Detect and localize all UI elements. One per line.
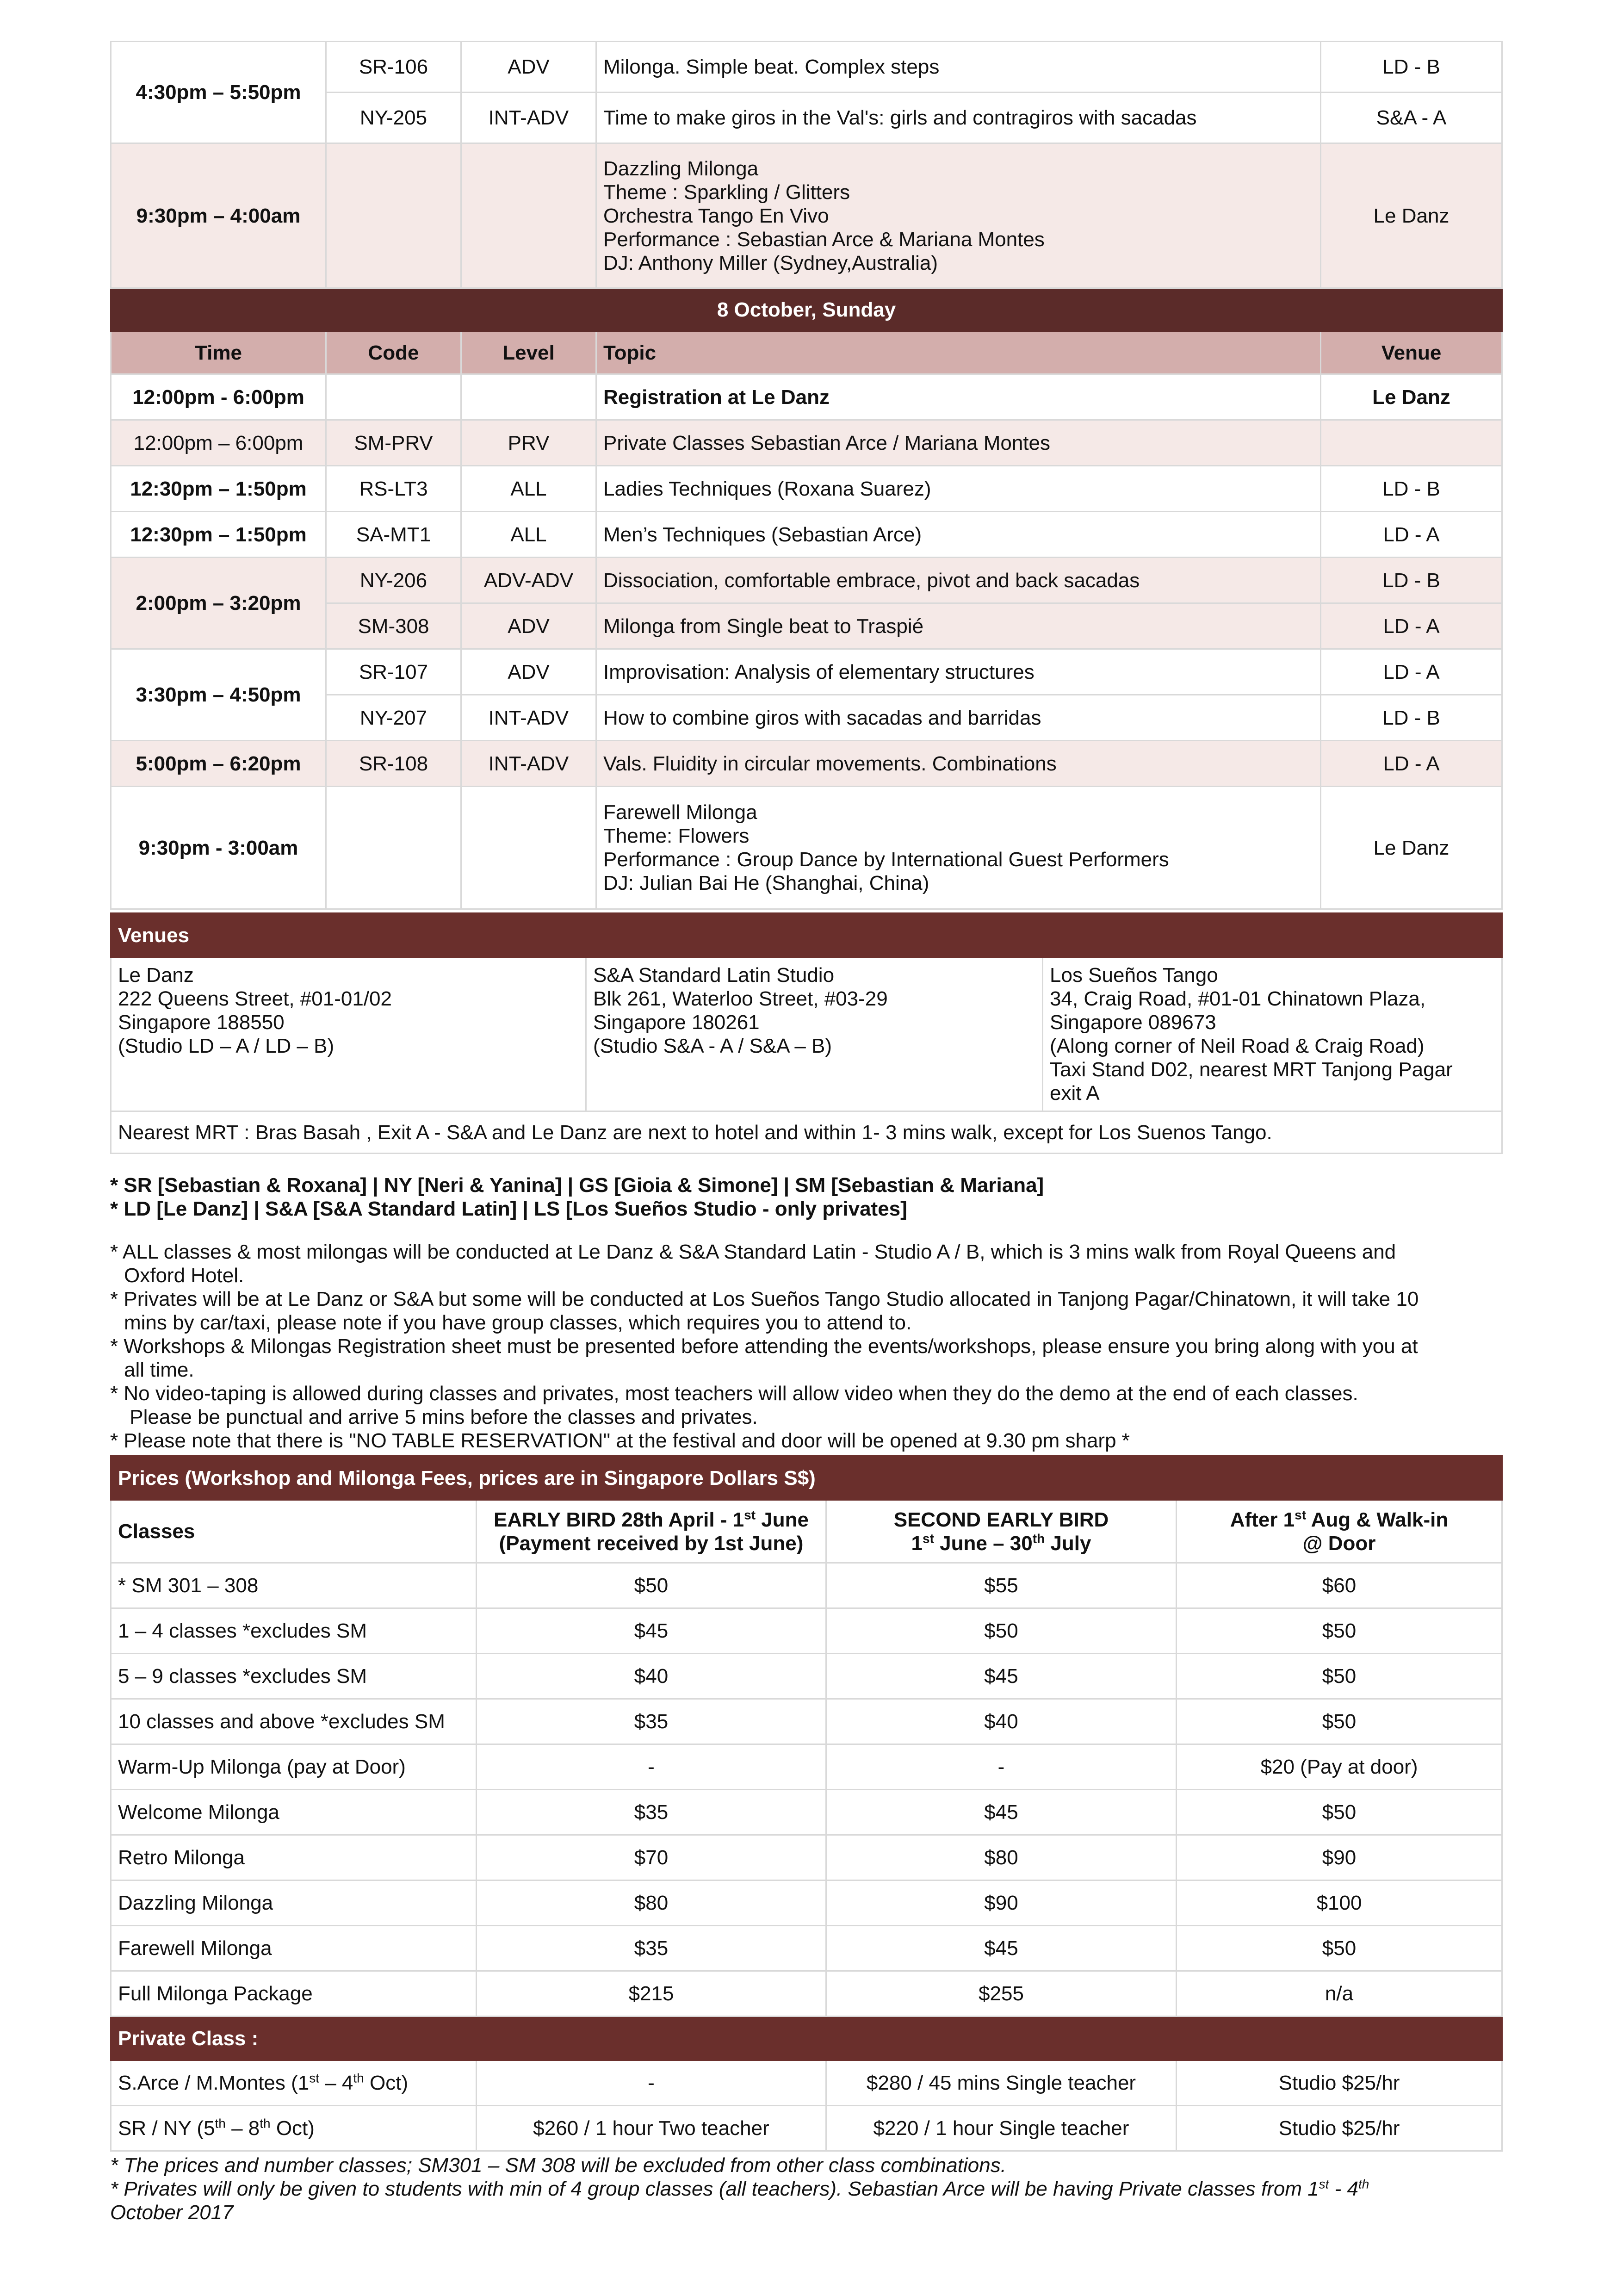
venue-sa-standard-latin: [586, 957, 1043, 1111]
topic-cell: Improvisation: Analysis of elementary structures: [596, 649, 1321, 695]
cell-text: -: [826, 1744, 1177, 1790]
venue-cell: Le Danz: [1321, 143, 1502, 288]
superscript-text: st: [309, 2071, 320, 2085]
cell-text: EARLY BIRD 28th April - 1: [494, 1508, 744, 1531]
venue-cell: LD - B: [1321, 695, 1502, 741]
level-cell: INT-ADV: [461, 695, 596, 741]
price-row: [111, 1654, 1502, 1699]
cell-text: $260 / 1 hour Two teacher: [477, 2106, 826, 2151]
cell-text: $45: [826, 1654, 1177, 1699]
level-cell: ADV-ADV: [461, 558, 596, 603]
venue-postal: Singapore 188550: [118, 1011, 285, 1034]
mrt-note: Nearest MRT : Bras Basah , Exit A - S&A and Le Danz are next to hotel and within 1- 3 mins walk, except for Los Suenos Tango.: [111, 1111, 1502, 1154]
code-cell: SR-108: [326, 741, 461, 787]
time-cell: 5:00pm – 6:20pm: [111, 741, 326, 787]
venue-le-danz: [111, 957, 586, 1111]
level-cell: PRV: [461, 420, 596, 466]
level-cell: ADV: [461, 42, 596, 93]
topic-cell: How to combine giros with sacadas and barridas: [596, 695, 1321, 741]
table-row: [111, 649, 1502, 695]
cell-text: SECOND EARLY BIRD: [893, 1508, 1109, 1531]
price-row: [111, 1971, 1502, 2017]
header-after-aug: [1177, 1500, 1502, 1563]
cell-text: * ALL classes & most milongas will be conducted at Le Danz & S&A Standard Latin - Studio A / B, which is 3 mins walk from Royal Queens and: [110, 1241, 1396, 1263]
price-row: [111, 1790, 1502, 1835]
venue-directions: (Along corner of Neil Road & Craig Road): [1050, 1035, 1425, 1057]
cell-text: $100: [1177, 1880, 1502, 1926]
cell-text: $45: [826, 1790, 1177, 1835]
topic-cell: Men’s Techniques (Sebastian Arce): [596, 512, 1321, 558]
cell-text: Oct): [270, 2117, 315, 2140]
cell-text: n/a: [1177, 1971, 1502, 2017]
cell-text: Aug & Walk-in: [1306, 1508, 1449, 1531]
venue-cell: Le Danz: [1321, 787, 1502, 909]
cell-text: 5 – 9 classes *excludes SM: [111, 1654, 477, 1699]
cell-text: $40: [477, 1654, 826, 1699]
level-cell: ALL: [461, 466, 596, 512]
note-item: [110, 1287, 1501, 1311]
cell-text: $55: [826, 1563, 1177, 1608]
cell-text: $45: [826, 1926, 1177, 1971]
time-cell: 3:30pm – 4:50pm: [111, 649, 326, 741]
event-theme: Theme: Flowers: [603, 825, 750, 847]
venue-address: Blk 261, Waterloo Street, #03-29: [593, 987, 888, 1010]
code-cell: NY-206: [326, 558, 461, 603]
time-cell: 12:00pm – 6:00pm: [111, 420, 326, 466]
event-performance: Performance : Sebastian Arce & Mariana Montes: [603, 228, 1045, 251]
note-item-continued: all time.: [124, 1359, 194, 1381]
cell-text: * Privates will be at Le Danz or S&A but some will be conducted at Los Sueños Tango Studio allocated in Tanjong Pagar/Chinatown, it will take 10: [110, 1288, 1419, 1310]
venue-name: Le Danz: [118, 964, 194, 987]
venue-exit: exit A: [1050, 1082, 1100, 1105]
topic-cell: [596, 143, 1321, 288]
superscript-text: th: [215, 2116, 226, 2131]
cell-text: $50: [1177, 1926, 1502, 1971]
superscript-text: st: [1295, 1507, 1307, 1522]
venue-los-suenos-tango: [1043, 957, 1502, 1111]
code-cell: NY-205: [326, 93, 461, 143]
code-cell: [326, 787, 461, 909]
superscript-text: st: [744, 1507, 756, 1522]
level-cell: INT-ADV: [461, 741, 596, 787]
venue-cell: LD - A: [1321, 603, 1502, 649]
footnote-sm-exclusion: * The prices and number classes; SM301 – SM 308 will be excluded from other class combinations.: [110, 2154, 1006, 2177]
time-cell: 9:30pm - 3:00am: [111, 787, 326, 909]
cell-text: After 1: [1230, 1508, 1295, 1531]
prices-column-header-row: [111, 1500, 1502, 1563]
header-venue: Venue: [1321, 331, 1502, 374]
venues-title: Venues: [111, 913, 1502, 957]
topic-cell: Registration at Le Danz: [596, 374, 1321, 420]
schedule-table: [110, 41, 1503, 910]
code-cell: SM-PRV: [326, 420, 461, 466]
superscript-text: th: [353, 2071, 364, 2085]
price-row: [111, 1926, 1502, 1971]
time-cell: 12:30pm – 1:50pm: [111, 512, 326, 558]
topic-cell: Ladies Techniques (Roxana Suarez): [596, 466, 1321, 512]
venue-name: S&A Standard Latin Studio: [593, 964, 835, 987]
price-row: [111, 1880, 1502, 1926]
code-cell: SR-106: [326, 42, 461, 93]
time-cell: 4:30pm – 5:50pm: [111, 42, 326, 143]
level-cell: ADV: [461, 649, 596, 695]
prices-title: Prices (Workshop and Milonga Fees, prices are in Singapore Dollars S$): [111, 1456, 1502, 1500]
time-cell: 9:30pm – 4:00am: [111, 143, 326, 288]
cell-text: – 4: [319, 2072, 353, 2094]
note-item: [110, 1429, 1501, 1452]
column-header-row: [111, 331, 1502, 374]
dazzling-milonga-row: [111, 143, 1502, 288]
note-item: [110, 1240, 1501, 1264]
time-cell: 12:00pm - 6:00pm: [111, 374, 326, 420]
cell-text: S.Arce / M.Montes (1: [118, 2072, 310, 2094]
superscript-text: th: [260, 2116, 271, 2131]
cell-text: -: [477, 1744, 826, 1790]
cell-text: $255: [826, 1971, 1177, 2017]
footnotes: [110, 2153, 1501, 2224]
cell-text: * Privates will only be given to students with min of 4 group classes (all teachers). Sebastian Arce will be having Private classes from 1: [110, 2178, 1319, 2200]
venues-row: [111, 957, 1502, 1111]
private-price-row: [111, 2060, 1502, 2106]
venue-cell: LD - B: [1321, 42, 1502, 93]
venues-table: [110, 912, 1503, 1154]
header-second-early-bird: [826, 1500, 1177, 1563]
cell-text: * No video-taping is allowed during classes and privates, most teachers will allow video when they do the demo at the end of each classes.: [110, 1382, 1358, 1405]
table-row: [111, 558, 1502, 603]
cell-text: $50: [826, 1608, 1177, 1654]
cell-text: $70: [477, 1835, 826, 1880]
note-item: [110, 1334, 1501, 1358]
cell-text: Oct): [364, 2072, 409, 2094]
cell-text: $20 (Pay at door): [1177, 1744, 1502, 1790]
venue-address: 222 Queens Street, #01-01/02: [118, 987, 392, 1010]
venue-studios: (Studio LD – A / LD – B): [118, 1035, 335, 1057]
note-item-continued: mins by car/taxi, please note if you have group classes, which requires you to attend to.: [124, 1311, 912, 1334]
header-classes: Classes: [111, 1500, 477, 1563]
prices-table: [110, 1455, 1503, 2152]
venue-cell: [1321, 420, 1502, 466]
event-dj: DJ: Anthony Miller (Sydney,Australia): [603, 251, 938, 274]
venue-legend: * LD [Le Danz] | S&A [S&A Standard Latin] | LS [Los Sueños Studio - only privates]: [110, 1198, 907, 1220]
code-cell: SR-107: [326, 649, 461, 695]
table-row: [111, 741, 1502, 787]
topic-cell: [596, 787, 1321, 909]
price-row: [111, 1699, 1502, 1744]
cell-text: June – 30: [934, 1532, 1033, 1555]
cell-text: $35: [477, 1699, 826, 1744]
code-cell: SM-308: [326, 603, 461, 649]
venue-cell: LD - A: [1321, 649, 1502, 695]
cell-text: 1: [911, 1532, 923, 1555]
code-cell: SA-MT1: [326, 512, 461, 558]
code-cell: NY-207: [326, 695, 461, 741]
topic-cell: Private Classes Sebastian Arce / Mariana Montes: [596, 420, 1321, 466]
notes-list: [110, 1240, 1501, 1452]
cell-text: Farewell Milonga: [111, 1926, 477, 1971]
header-code: Code: [326, 331, 461, 374]
note-item-continued: Oxford Hotel.: [124, 1264, 244, 1287]
cell-text: – 8: [225, 2117, 260, 2140]
cell-text: $90: [826, 1880, 1177, 1926]
level-cell: INT-ADV: [461, 93, 596, 143]
farewell-milonga-row: [111, 787, 1502, 909]
private-price-row: [111, 2106, 1502, 2151]
cell-text: $220 / 1 hour Single teacher: [826, 2106, 1177, 2151]
code-cell: RS-LT3: [326, 466, 461, 512]
cell-text: July: [1045, 1532, 1091, 1555]
cell-text: $40: [826, 1699, 1177, 1744]
event-orchestra: Orchestra Tango En Vivo: [603, 204, 829, 227]
event-dj: DJ: Julian Bai He (Shanghai, China): [603, 872, 929, 894]
cell-text: $80: [477, 1880, 826, 1926]
venue-cell: LD - B: [1321, 558, 1502, 603]
topic-cell: Vals. Fluidity in circular movements. Combinations: [596, 741, 1321, 787]
cell-text: $50: [477, 1563, 826, 1608]
venue-cell: LD - A: [1321, 741, 1502, 787]
cell-text: $35: [477, 1926, 826, 1971]
cell-text: $80: [826, 1835, 1177, 1880]
time-cell: 12:30pm – 1:50pm: [111, 466, 326, 512]
event-title: Farewell Milonga: [603, 801, 757, 824]
code-cell: [326, 374, 461, 420]
venue-cell: LD - B: [1321, 466, 1502, 512]
superscript-text: st: [1319, 2177, 1329, 2191]
venues-header-row: [111, 913, 1502, 957]
level-cell: ALL: [461, 512, 596, 558]
price-row: [111, 1608, 1502, 1654]
header-time: Time: [111, 331, 326, 374]
venue-cell: LD - A: [1321, 512, 1502, 558]
price-row: [111, 1835, 1502, 1880]
superscript-text: th: [1358, 2177, 1369, 2191]
note-item: [110, 1382, 1501, 1405]
venue-address: 34, Craig Road, #01-01 Chinatown Plaza,: [1050, 987, 1426, 1010]
event-performance: Performance : Group Dance by International Guest Performers: [603, 848, 1169, 871]
superscript-text: st: [923, 1531, 934, 1545]
table-row: [111, 374, 1502, 420]
level-cell: [461, 143, 596, 288]
cell-text: $280 / 45 mins Single teacher: [826, 2060, 1177, 2106]
cell-text: Retro Milonga: [111, 1835, 477, 1880]
cell-text: * Workshops & Milongas Registration sheet must be presented before attending the events/workshops, please ensure you bring along with you at: [110, 1335, 1418, 1358]
superscript-text: th: [1032, 1531, 1045, 1545]
event-theme: Theme : Sparkling / Glitters: [603, 180, 850, 204]
price-row: [111, 1563, 1502, 1608]
cell-text: - 4: [1329, 2178, 1359, 2200]
cell-text: $35: [477, 1790, 826, 1835]
topic-cell: Milonga. Simple beat. Complex steps: [596, 42, 1321, 93]
table-row: [111, 512, 1502, 558]
cell-text: (Payment received by 1st June): [499, 1532, 804, 1555]
cell-text: $50: [1177, 1699, 1502, 1744]
cell-text: $90: [1177, 1835, 1502, 1880]
time-cell: 2:00pm – 3:20pm: [111, 558, 326, 649]
event-title: Dazzling Milonga: [603, 157, 759, 180]
header-topic: Topic: [596, 331, 1321, 374]
private-class-title: Private Class :: [111, 2017, 1502, 2060]
topic-cell: Dissociation, comfortable embrace, pivot and back sacadas: [596, 558, 1321, 603]
note-item-continued: Please be punctual and arrive 5 mins before the classes and privates.: [124, 1406, 758, 1428]
cell-text: 10 classes and above *excludes SM: [111, 1699, 477, 1744]
cell-text: Dazzling Milonga: [111, 1880, 477, 1926]
price-row: [111, 1744, 1502, 1790]
cell-text: $215: [477, 1971, 826, 2017]
cell-text: $45: [477, 1608, 826, 1654]
level-cell: [461, 374, 596, 420]
table-row: [111, 420, 1502, 466]
cell-text: $50: [1177, 1608, 1502, 1654]
mrt-row: [111, 1111, 1502, 1154]
cell-text: Studio $25/hr: [1177, 2106, 1502, 2151]
cell-text: $50: [1177, 1790, 1502, 1835]
cell-text: * Please note that there is "NO TABLE RESERVATION" at the festival and door will be opened at 9.30 pm sharp *: [110, 1429, 1130, 1452]
day-title: 8 October, Sunday: [111, 288, 1502, 331]
level-cell: ADV: [461, 603, 596, 649]
page: [110, 41, 1501, 2224]
cell-text: * SM 301 – 308: [111, 1563, 477, 1608]
header-level: Level: [461, 331, 596, 374]
cell-text: Welcome Milonga: [111, 1790, 477, 1835]
cell-text: SR / NY (5: [118, 2117, 215, 2140]
venue-name: Los Sueños Tango: [1050, 964, 1218, 987]
table-row: [111, 466, 1502, 512]
cell-text: $60: [1177, 1563, 1502, 1608]
topic-cell: Time to make giros in the Val's: girls and contragiros with sacadas: [596, 93, 1321, 143]
cell-text: Warm-Up Milonga (pay at Door): [111, 1744, 477, 1790]
day-header-row: [111, 288, 1502, 331]
venue-postal: Singapore 180261: [593, 1011, 760, 1034]
cell-text: June: [756, 1508, 809, 1531]
code-cell: [326, 143, 461, 288]
topic-cell: Milonga from Single beat to Traspié: [596, 603, 1321, 649]
private-class-header-row: [111, 2017, 1502, 2060]
header-early-bird: [477, 1500, 826, 1563]
cell-text: Full Milonga Package: [111, 1971, 477, 2017]
teacher-legend: * SR [Sebastian & Roxana] | NY [Neri & Yanina] | GS [Gioia & Simone] | SM [Sebastian & Mariana]: [110, 1174, 1044, 1197]
cell-text: @ Door: [1302, 1532, 1376, 1555]
venue-postal: Singapore 089673: [1050, 1011, 1216, 1034]
cell-text: Studio $25/hr: [1177, 2060, 1502, 2106]
venue-cell: Le Danz: [1321, 374, 1502, 420]
table-row: [111, 42, 1502, 93]
venue-taxi: Taxi Stand D02, nearest MRT Tanjong Pagar: [1050, 1058, 1453, 1081]
venue-studios: (Studio S&A - A / S&A – B): [593, 1035, 832, 1057]
cell-text: -: [477, 2060, 826, 2106]
cell-text: $50: [1177, 1654, 1502, 1699]
level-cell: [461, 787, 596, 909]
abbreviation-legend: [110, 1173, 1501, 1221]
prices-header-row: [111, 1456, 1502, 1500]
footnote-privates-continued: October 2017: [110, 2201, 234, 2224]
cell-text: 1 – 4 classes *excludes SM: [111, 1608, 477, 1654]
footnote-privates: [110, 2177, 1501, 2201]
venue-cell: S&A - A: [1321, 93, 1502, 143]
